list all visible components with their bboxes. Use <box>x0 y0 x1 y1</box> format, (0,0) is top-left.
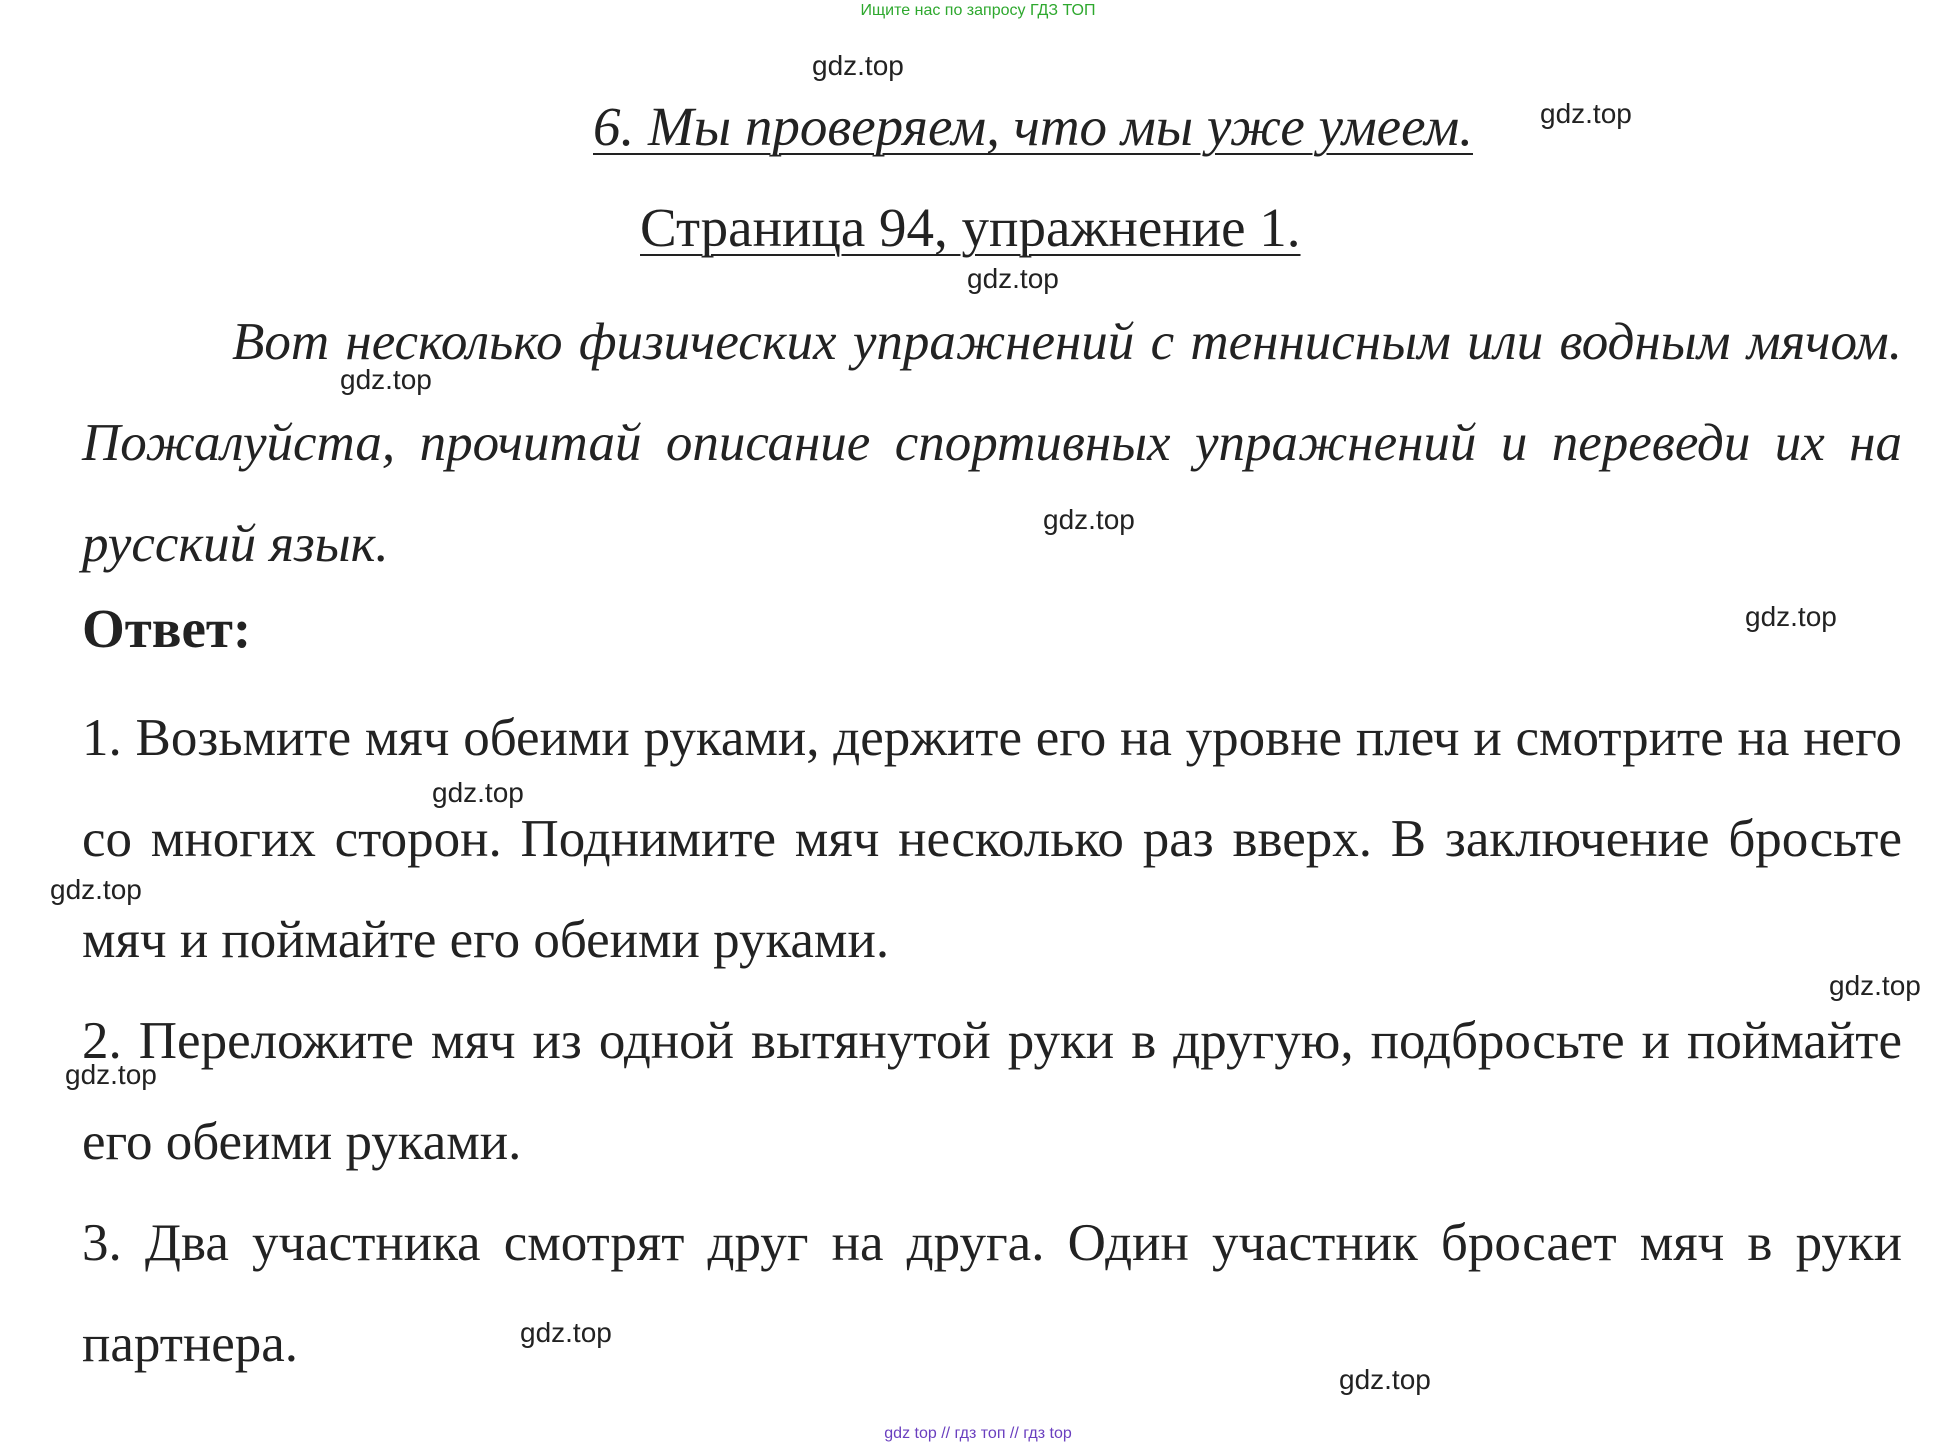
answer-item-1: 1. Возьмите мяч обеими руками, держите его на уровне плеч и смотрите на него со многих сторон. Поднимите мяч несколько раз вверх. В заключение бросьте мяч и поймайте его обеими руками. <box>82 709 1902 969</box>
watermark: gdz.top <box>1339 1364 1431 1395</box>
answer-label: Ответ: <box>82 598 252 659</box>
watermark: gdz.top <box>1540 98 1632 129</box>
section-title: 6. Мы проверяем, что мы уже умеем. <box>593 96 1473 157</box>
answer-item-2: 2. Переложите мяч из одной вытянутой руки в другую, подбросьте и поймайте его обеими руками. <box>82 1012 1902 1171</box>
watermark: gdz.top <box>432 777 524 808</box>
footer-links[interactable]: gdz top // гдз топ // гдз top <box>884 1425 1072 1442</box>
page-title: Страница 94, упражнение 1. <box>640 197 1301 258</box>
top-banner[interactable]: Ищите нас по запросу ГДЗ ТОП <box>860 2 1096 19</box>
watermark: gdz.top <box>1829 970 1921 1001</box>
watermark: gdz.top <box>65 1059 157 1090</box>
watermark: gdz.top <box>340 364 432 395</box>
answer-item-3: 3. Два участника смотрят друг на друга. Один участник бросает мяч в руки партнера. <box>82 1214 1902 1373</box>
watermark: gdz.top <box>1745 601 1837 632</box>
watermark: gdz.top <box>50 874 142 905</box>
task-text: Вот несколько физических упражнений с теннисным или водным мячом. Пожалуйста, прочитай описание спортивных упражнений и переведи их на русский язык. <box>82 313 1902 573</box>
watermark: gdz.top <box>812 50 904 81</box>
watermark: gdz.top <box>1043 504 1135 535</box>
watermark: gdz.top <box>967 263 1059 294</box>
watermark: gdz.top <box>520 1317 612 1348</box>
